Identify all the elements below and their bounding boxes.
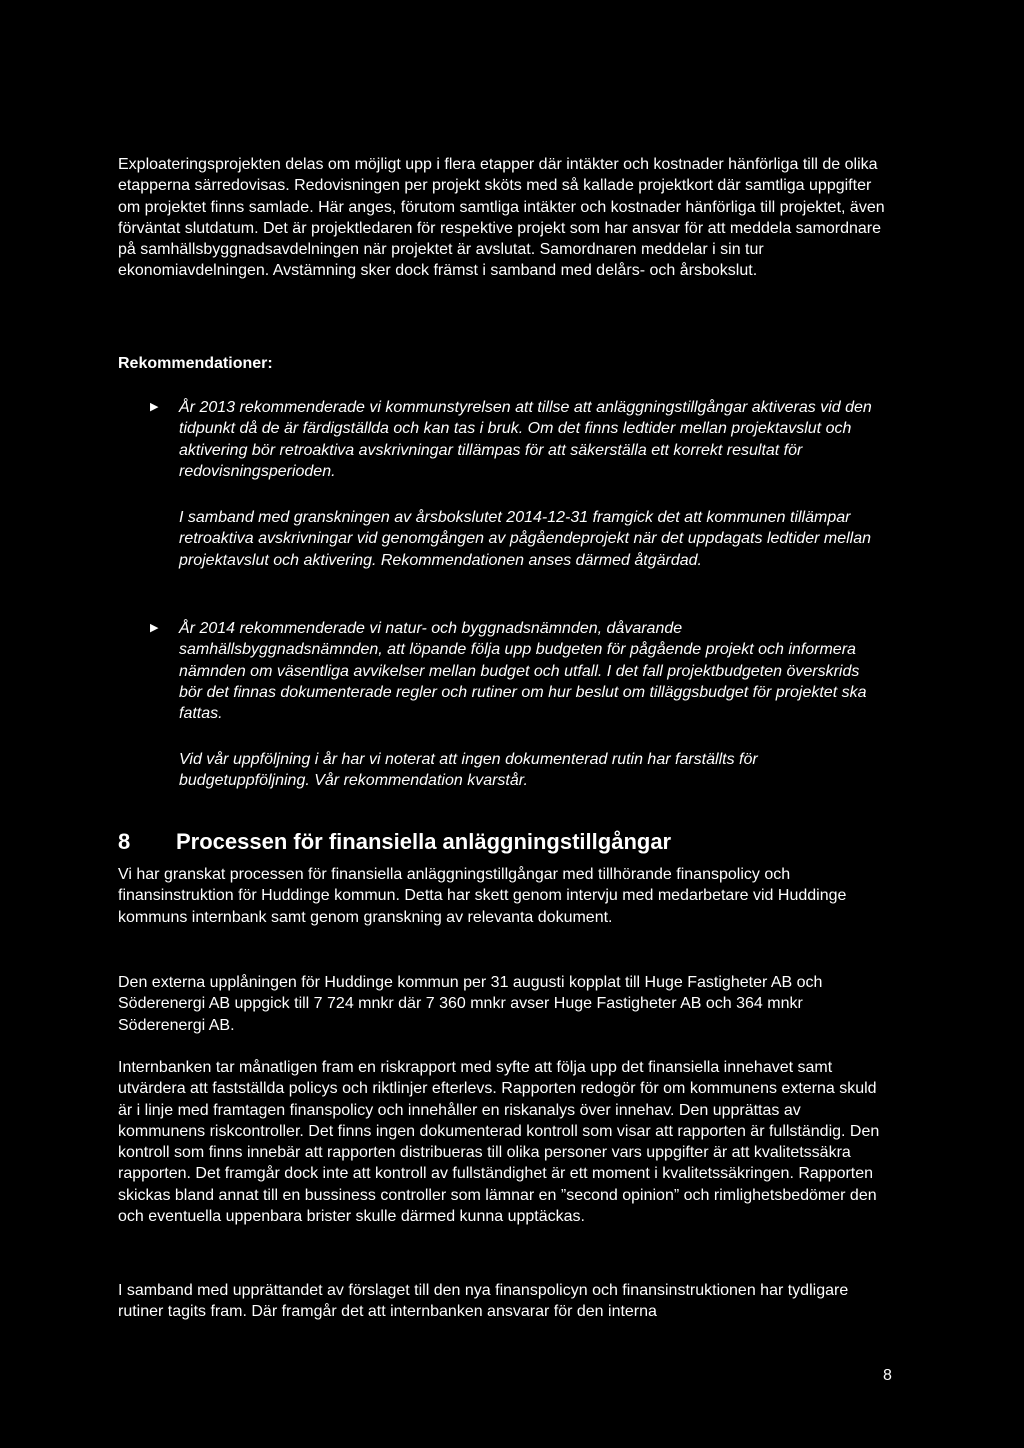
bullet-arrow-icon: ▶ bbox=[150, 622, 159, 634]
section-title: Processen för finansiella anläggningstillgångar bbox=[176, 829, 672, 854]
section-paragraph-1: Vi har granskat processen för finansiella anläggningstillgångar med tillhörande finanspolicy och finansinstruktion för Huddinge kommun. Detta har skett genom intervju med medarbetare vid Huddinge kommuns internbank samt genom granskning av relevanta dokument. bbox=[118, 866, 847, 926]
page-number: 8 bbox=[883, 1367, 892, 1384]
section-paragraph-4: I samband med upprättandet av förslaget till den nya finanspolicyn och finansinstruktionen har tydligare rutiner tagits fram. Där framgår det att internbanken ansvarar för den interna bbox=[118, 1282, 849, 1321]
section-paragraph-2: Den externa upplåningen för Huddinge kommun per 31 augusti kopplat till Huge Fastigheter AB och Söderenergi AB uppgick till 7 724 mnkr där 7 360 mnkr avser Huge Fastigheter AB och 364 mnkr Söderenergi AB. bbox=[118, 974, 823, 1034]
recommendation-2-followup: Vid vår uppföljning i år har vi noterat att ingen dokumenterad rutin har farställts för budgetuppföljning. Vår rekommendation kvarstår. bbox=[179, 751, 758, 790]
intro-paragraph: Exploateringsprojekten delas om möjligt upp i flera etapper där intäkter och kostnader hänförliga till de olika etapperna särredovisas. Redovisningen per projekt sköts med så kallade projektkort där samtliga uppgifter om projektet finns samlade. Här anges, förutom samtliga intäkter och kostnader hänförliga till projektet, även förväntat slutdatum. Det är projektledaren för respektive projekt som har ansvar för att meddela samordnare på samhällsbyggnadsavdelningen när projektet är avslutat. Samordnaren meddelar i sin tur ekonomiavdelningen. Avstämning sker dock främst i samband med delårs- och årsbokslut. bbox=[118, 156, 885, 280]
recommendation-1-text: År 2013 rekommenderade vi kommunstyrelsen att tillse att anläggningstillgångar aktiveras vid den tidpunkt då de är färdigställda och kan tas i bruk. Om det finns ledtider mellan projektavslut och aktivering bör retroaktiva avskrivningar tillämpas för att säkerställa ett korrekt resultat för redovisningsperioden. bbox=[179, 399, 872, 480]
bullet-arrow-icon: ▶ bbox=[150, 401, 159, 413]
section-paragraph-3: Internbanken tar månatligen fram en riskrapport med syfte att följa upp det finansiella innehavet samt utvärdera att fastställda policys och riktlinjer efterlevs. Rapporten redogör för om kommunens externa skuld är i linje med framtagen finanspolicy och innehåller en riskanalys över innehav. Den upprättas av kommunens riskcontroller. Det finns ingen dokumenterad kontroll som visar att rapporten är fullständig. Den kontroll som finns innebär att rapporten distribueras till olika personer vars uppgifter är att kvalitetssäkra rapporten. Det framgår dock inte att kontroll av fullständighet är ett moment i kvalitetssäkringen. Rapporten skickas bland annat till en bussiness controller som lämnar en ”second opinion” och rimlighetsbedömer den och eventuella uppenbara brister skulle därmed kunna upptäckas. bbox=[118, 1059, 880, 1226]
recommendations-heading: Rekommendationer: bbox=[118, 355, 273, 372]
recommendation-1-followup: I samband med granskningen av årsbokslutet 2014-12-31 framgick det att kommunen tillämpar retroaktiva avskrivningar vid genomgången av pågåendeprojekt när det uppdagats ledtider mellan projektavslut och aktivering. Rekommendationen anses därmed åtgärdad. bbox=[179, 509, 871, 569]
recommendation-2-text: År 2014 rekommenderade vi natur- och byggnadsnämnden, dåvarande samhällsbyggnadsnämnden, att löpande följa upp budgeten för pågående projekt och informera nämnden om väsentliga avvikelser mellan budget och utfall. I det fall projektbudgeten överskrids bör det finnas dokumenterade regler och rutiner om hur beslut om tilläggsbudget för projektet ska fattas. bbox=[179, 620, 867, 723]
section-number: 8 bbox=[118, 829, 131, 854]
